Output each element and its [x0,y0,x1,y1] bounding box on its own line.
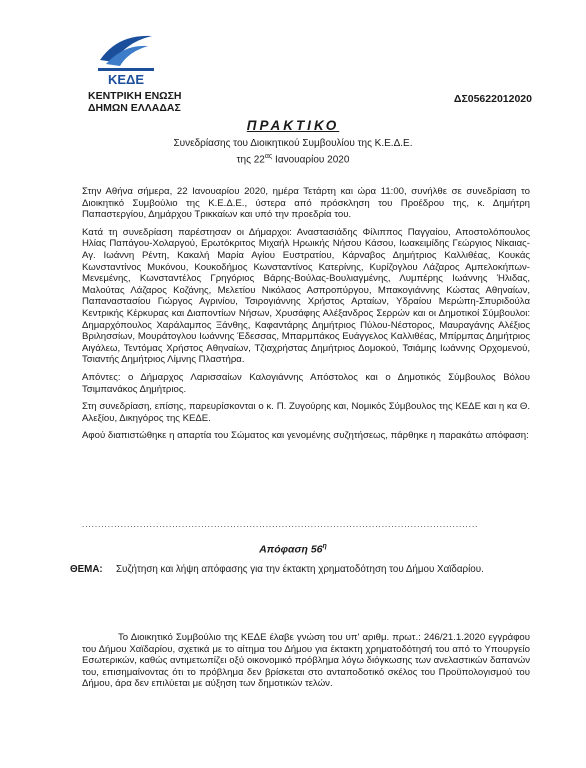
paragraph-quorum: Αφού διαπιστώθηκε η απαρτία του Σώματος και γενομένης συζητήσεως, πάρθηκε η παρακάτω απόφαση: [82,430,529,442]
paragraph-attendees: Κατά τη συνεδρίαση παρέστησαν οι Δήμαρχοι: Αναστασιάδης Φίλιππος Παγγαίου, Αποστολόπουλος Ηλίας Παπάγου-Χολαργού, Ερωτόκριτος Μιχαήλ Ηρωικής Νήσου Κάσου, Ιωακειμίδης Γεώργιος Νίκαιας-Αγ. Ιωάννη Ρέντη, Κακαλή Μαρία Αγίου Ευστρατίου, Κάρναβος Δημήτριος Καλλιθέας, Κουκάς Κωνσταντίνος Μυκόνου, Κουκοδήμος Κωνσταντίνος Κατερίνης, Κυρίζογλου Λάζαρος Αμπελοκήπων-Μενεμένης, Κωνσταντέλος Γρηγόριος Βάρης-Βούλας-Βουλιαγμένης, Λυμπέρης Ιωάννης Ήλιδας, Μαλούτας Λάζαρος Κοζάνης, Μελετίου Νικόλαος Ασπροπύργου, Μπακογιάννης Κώστας Αθηναίων, Παπαναστασίου Γιώργος Αγρινίου, Τσιρογιάννης Χρήστος Αρταίων, Υδραίου Μερώπη-Σπυριδούλα Κεντρικής Κέρκυρας και Διαποντίων Νήσων, Χρυσάφης Αλέξανδρος Σερρών και οι Δημοτικοί Σύμβουλοι: Δημαρχόπουλος Χαράλαμπος Ξάνθης, Καφαντάρης Δημήτριος Πύλου-Νέστορος, Μαυραγάνης Αλέξιος Βριλησσίων, Μουράτογλου Ιωάννης Έδεσσας, Μπαρμπάκος Ευάγγελος Καλλιθέας, Μπίρμπας Δημήτριος Αιγάλεω, Τεντόμας Χρήστος Αθηναίων, Τζιαχρήστας Δημήτριος Δομοκού, Τσιάμης Ιωάννης Ορχομενού, Τσιαντής Δημήτριος Λίμνης Πλαστήρα. [82,226,530,366]
paragraph-decision-body: Το Διοικητικό Συμβούλιο της ΚΕΔΕ έλαβε γνώση του υπ' αριθμ. πρωτ.: 246/21.1.2020 εγγράφου του Δήμου Χαϊδαρίου, σχετικά με το αίτημα του Δήμου για έκτακτη χρηματοδότησή του από το Υπουργείο Εσωτερικών, καθώς αντιμετωπίζει οξύ οικονομικό πρόβλημα λόγω διόγκωσης των ανελαστικών δαπανών του, επισημαίνοντας ότι το πρόβλημα δεν βρίσκεται στο ανταποδοτικό σκέλος του Προϋπολογισμού του Δήμου, άρα δεν επιλύεται με αύξηση των δημοτικών τελών. [82,632,530,690]
decision-number: Απόφαση 56 [259,543,323,556]
logo-text: ΚΕΔΕ [107,72,145,86]
subtitle-line-1: Συνεδρίασης του Διοικητικού Συμβουλίου της Κ.Ε.Δ.Ε. [173,138,413,149]
subtitle-line-2 [0,151,586,167]
dotted-separator: ........................................................................................................................... [82,520,479,529]
logo-bar [98,68,154,71]
document-subtitle [0,138,586,166]
document-id: ΔΣ05622012020 [453,93,532,105]
org-line-2: ΔΗΜΩΝ ΕΛΛΑΔΑΣ [88,102,181,114]
minutes-body [82,186,530,448]
decision-sup: η [322,543,327,550]
paragraph-also-present: Στη συνεδρίαση, επίσης, παρευρίσκονται ο κ. Π. Ζυγούρης και, Νομικός Σύμβουλος της ΚΕΔΕ και η κα Θ. Αλεξίου, Δικηγόρος της ΚΕΔΕ. [82,401,530,424]
subject-label: ΘΕΜΑ: [70,564,103,575]
subtitle-date-post: Ιανουαρίου 2020 [272,153,350,165]
subject-block [70,564,540,576]
organization-name [88,90,181,114]
document-title: ΠΡΑΚΤΙΚΟ [246,118,340,133]
kede-logo [96,30,156,86]
org-line-1: ΚΕΝΤΡΙΚΗ ΕΝΩΣΗ [88,90,182,102]
paragraph-absent: Απόντες: ο Δήμαρχος Λαρισσαίων Καλογιάννης Απόστολος και ο Δημοτικός Σύμβουλος Βόλου Τσιμπανάκος Δημήτριος. [82,371,530,395]
subtitle-date-sup: ας [264,152,273,160]
paragraph-opening: Στην Αθήνα σήμερα, 22 Ιανουαρίου 2020, ημέρα Τετάρτη και ώρα 11:00, συνήλθε σε συνεδρίαση το Διοικητικό Συμβούλιο της Κ.Ε.Δ.Ε., ύστερα από πρόσκληση του Προέδρου της, κ. Δημήτρη Παπαστεργίου, Δημάρχου Τρικκαίων και υπό την προεδρία του. [82,186,530,221]
decision-heading [0,543,586,556]
subject-text: Συζήτηση και λήψη απόφασης για την έκτακτη χρηματοδότηση του Δήμου Χαϊδαρίου. [116,564,484,575]
subtitle-date-pre: της 22 [236,153,265,165]
